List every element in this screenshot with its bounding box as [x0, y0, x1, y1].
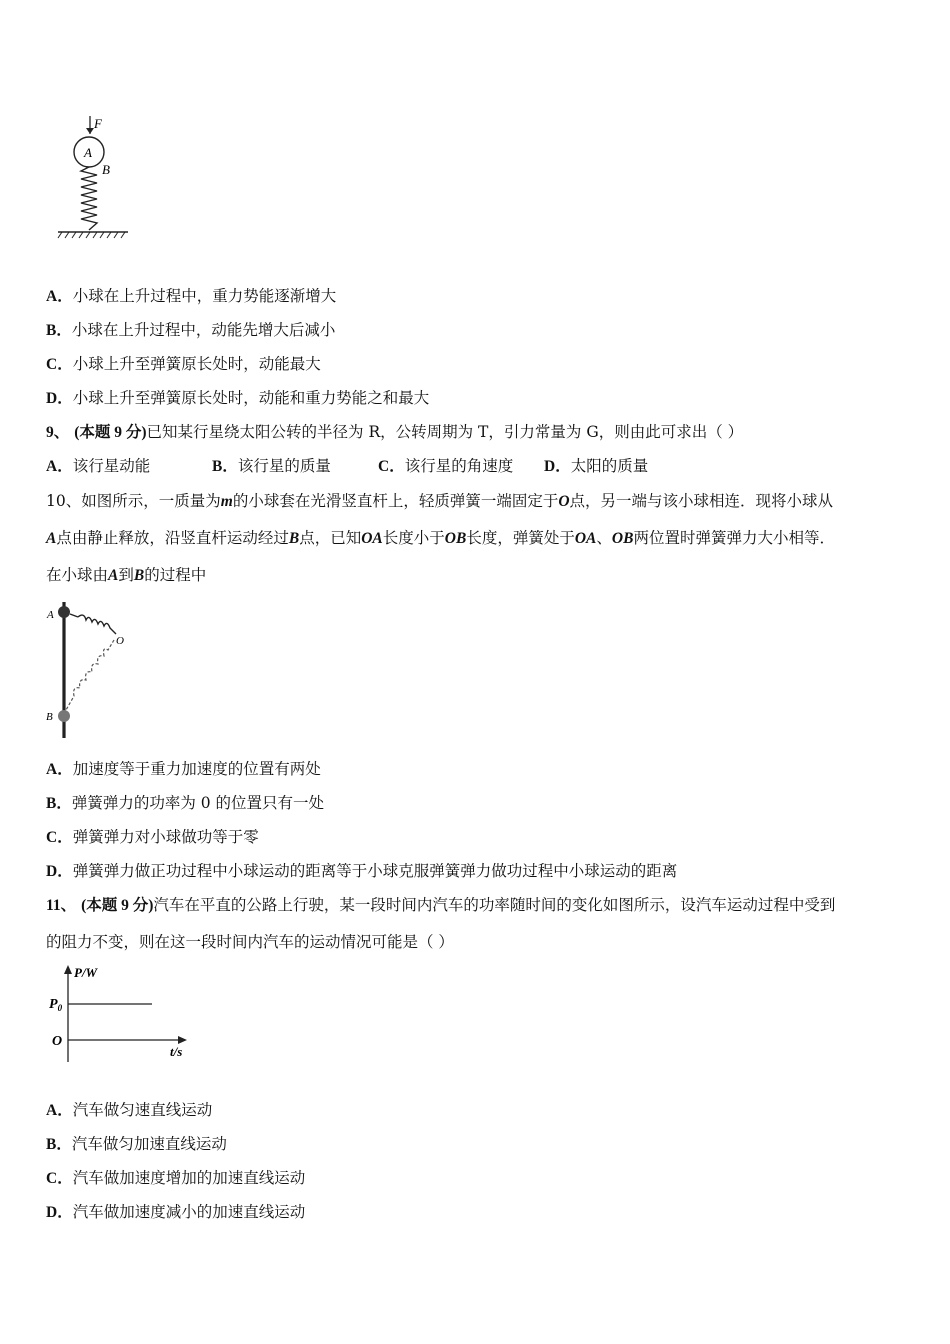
- q10-option-b: B．弹簧弹力的功率为 0 的位置只有一处: [46, 794, 325, 812]
- origin-label: O: [52, 1034, 63, 1049]
- fixed-point-label: O: [116, 635, 124, 647]
- power-time-graph: [44, 960, 204, 1065]
- rod-top-label: A: [47, 609, 54, 621]
- q10-option-c: C．弹簧弹力对小球做功等于零: [46, 828, 259, 846]
- svg-text:P0: [49, 997, 63, 1013]
- q11-option-a: A．汽车做匀速直线运动: [46, 1101, 213, 1119]
- spring-top-label: B: [102, 162, 110, 177]
- q11-option-c: C．汽车做加速度增加的加速直线运动: [46, 1169, 306, 1187]
- q9-option-a: A．该行星动能: [46, 457, 151, 475]
- y-axis-label: P/W: [74, 965, 98, 980]
- force-label: F: [94, 116, 102, 131]
- q11-stem-line1: 11、 (本题 9 分)汽车在平直的公路上行驶，某一段时间内汽车的功率随时间的变化如图所示，设汽车运动过程中受到: [46, 896, 836, 914]
- q9-option-b: B．该行星的质量: [212, 457, 331, 475]
- q9-option-c: C．该行星的角速度: [378, 457, 514, 475]
- q10-stem-line1: 10、如图所示，一质量为m的小球套在光滑竖直杆上，轻质弹簧一端固定于O点，另一端与该小球相连．现将小球从: [46, 492, 834, 510]
- q8-option-b: B．小球在上升过程中，动能先增大后减小: [46, 321, 336, 339]
- q9-stem: 9、 (本题 9 分)已知某行星绕太阳公转的半径为 R，公转周期为 T，引力常量为 G，则由此可求出（ ）: [46, 423, 744, 441]
- spring-ball-figure: [54, 112, 134, 242]
- q9-options: [46, 456, 648, 477]
- q10-option-d: D．弹簧弹力做正功过程中小球运动的距离等于小球克服弹簧弹力做功过程中小球运动的距离: [46, 862, 678, 880]
- q11-option-d: D．汽车做加速度减小的加速直线运动: [46, 1203, 306, 1221]
- ball-label: A: [84, 145, 92, 160]
- q8-option-a: A．小球在上升过程中，重力势能逐渐增大: [46, 287, 337, 305]
- q11-option-b: B．汽车做匀加速直线运动: [46, 1135, 227, 1153]
- q10-option-a: A．加速度等于重力加速度的位置有两处: [46, 760, 321, 778]
- p0-subscript: 0: [57, 1003, 63, 1013]
- q11-stem-line2: 的阻力不变，则在这一段时间内汽车的运动情况可能是（ ）: [46, 933, 454, 951]
- p0-label: P: [49, 997, 58, 1012]
- x-axis-label: t/s: [170, 1044, 183, 1059]
- q8-option-c: C．小球上升至弹簧原长处时，动能最大: [46, 355, 321, 373]
- q9-option-d: D．太阳的质量: [544, 457, 649, 475]
- q8-option-d: D．小球上升至弹簧原长处时，动能和重力势能之和最大: [46, 389, 430, 407]
- q10-stem-line2: A点由静止释放，沿竖直杆运动经过B点，已知OA长度小于OB长度，弹簧处于OA、OB两位置时弹簧弹力大小相等．: [46, 529, 835, 547]
- q10-stem-line3: 在小球由A到B的过程中: [46, 566, 207, 584]
- rod-spring-figure: [44, 598, 134, 742]
- rod-bottom-label: B: [46, 711, 53, 723]
